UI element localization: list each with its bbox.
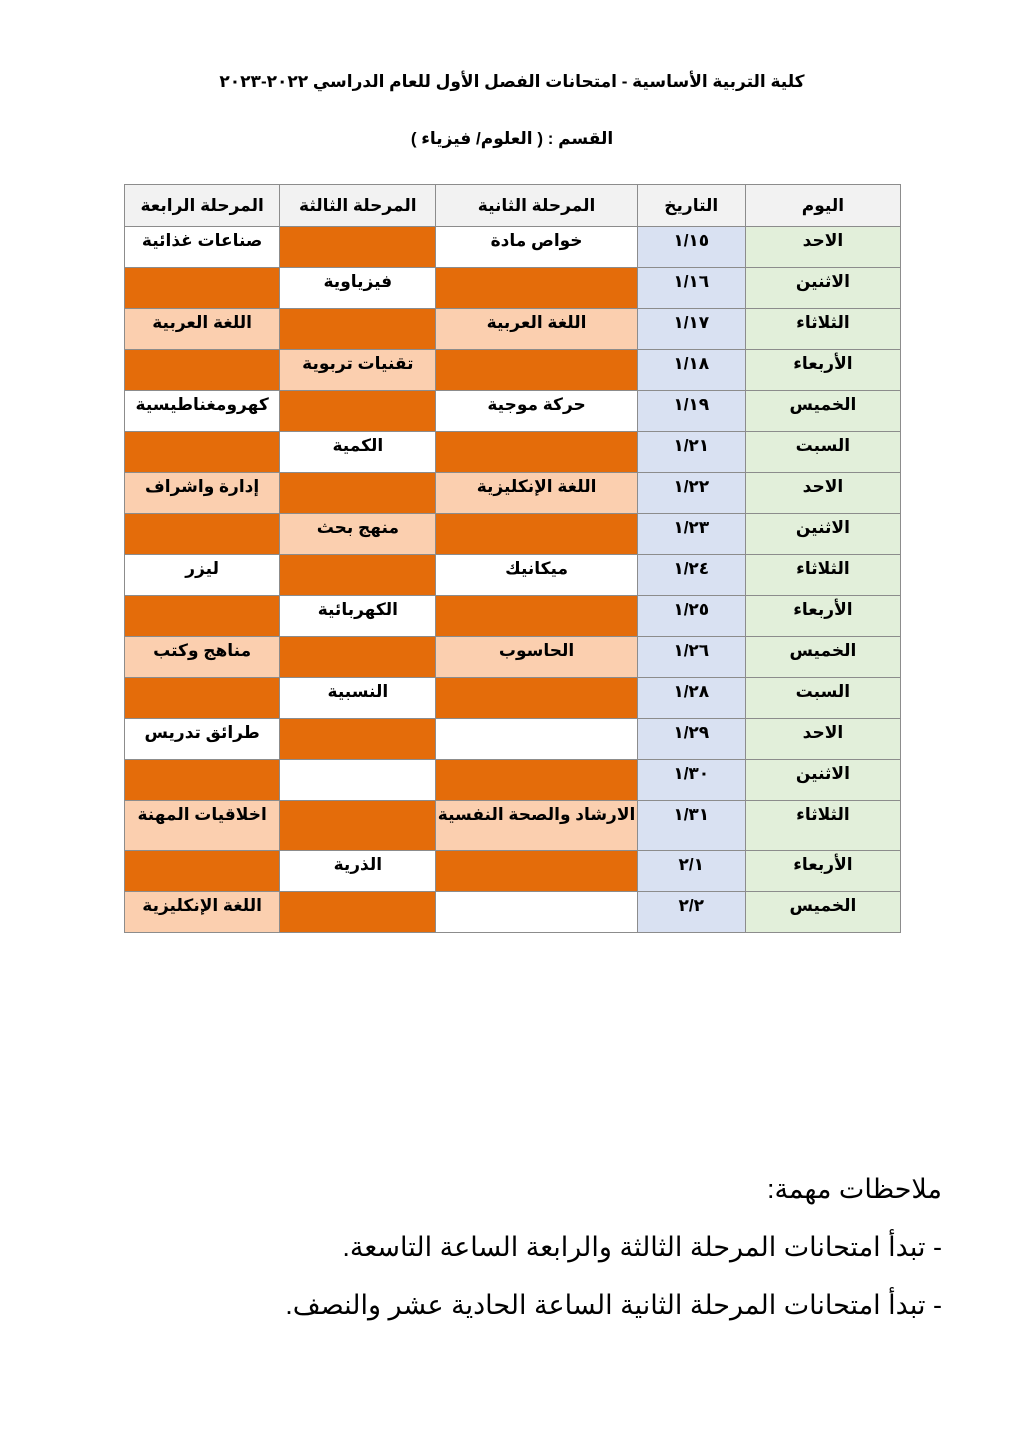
stage-4-cell: مناهج وكتب (125, 637, 280, 678)
stage-2-cell (436, 678, 637, 719)
table-row (125, 596, 901, 637)
stage-4-cell: إدارة واشراف (125, 473, 280, 514)
day-cell: الاثنين (745, 268, 900, 309)
table-row (125, 268, 901, 309)
stage-4-cell: ليزر (125, 555, 280, 596)
stage-3-cell: الكمية (280, 432, 436, 473)
day-cell: الثلاثاء (745, 309, 900, 350)
table-row (125, 892, 901, 933)
day-cell: الأربعاء (745, 851, 900, 892)
header-date: التاريخ (637, 185, 745, 227)
stage-2-cell (436, 851, 637, 892)
date-cell: ١/٣١ (637, 801, 745, 851)
date-cell: ١/١٦ (637, 268, 745, 309)
stage-2-cell (436, 432, 637, 473)
stage-3-cell: منهج بحث (280, 514, 436, 555)
notes-section (242, 1160, 942, 1334)
stage-4-cell (125, 432, 280, 473)
table-row (125, 719, 901, 760)
day-cell: الاحد (745, 719, 900, 760)
stage-4-cell: اخلاقيات المهنة (125, 801, 280, 851)
stage-3-cell (280, 719, 436, 760)
stage-4-cell (125, 350, 280, 391)
header-stage-2: المرحلة الثانية (436, 185, 637, 227)
stage-3-cell (280, 801, 436, 851)
stage-4-cell (125, 596, 280, 637)
date-cell: ١/٢٥ (637, 596, 745, 637)
table-row (125, 678, 901, 719)
stage-2-cell: اللغة الإنكليزية (436, 473, 637, 514)
day-cell: الاثنين (745, 514, 900, 555)
table-row (125, 760, 901, 801)
date-cell: ١/١٧ (637, 309, 745, 350)
stage-3-cell: الذرية (280, 851, 436, 892)
table-row (125, 851, 901, 892)
department-label: القسم : ( العلوم/ فيزياء ) (410, 129, 614, 148)
notes-heading: ملاحظات مهمة: (766, 1174, 942, 1204)
stage-2-cell (436, 268, 637, 309)
stage-4-cell (125, 678, 280, 719)
stage-2-cell (436, 719, 637, 760)
stage-2-cell (436, 350, 637, 391)
stage-3-cell (280, 391, 436, 432)
stage-3-cell (280, 637, 436, 678)
date-cell: ١/٢٤ (637, 555, 745, 596)
stage-3-cell (280, 227, 436, 268)
stage-4-cell (125, 514, 280, 555)
stage-4-cell: كهرومغناطيسية (125, 391, 280, 432)
day-cell: الأربعاء (745, 350, 900, 391)
stage-3-cell (280, 473, 436, 514)
stage-4-cell (125, 268, 280, 309)
day-cell: الاحد (745, 227, 900, 268)
table-header-row (125, 185, 901, 227)
date-cell: ٢/١ (637, 851, 745, 892)
stage-2-cell: ميكانيك (436, 555, 637, 596)
stage-3-cell (280, 555, 436, 596)
stage-2-cell: اللغة العربية (436, 309, 637, 350)
stage-4-cell: اللغة العربية (125, 309, 280, 350)
header-day: اليوم (745, 185, 900, 227)
day-cell: الثلاثاء (745, 555, 900, 596)
header-stage-3: المرحلة الثالثة (280, 185, 436, 227)
day-cell: الثلاثاء (745, 801, 900, 851)
table-row (125, 514, 901, 555)
table-row (125, 555, 901, 596)
page-title: كلية التربية الأساسية - امتحانات الفصل الأول للعام الدراسي ٢٠٢٢-٢٠٢٣ (219, 72, 805, 91)
day-cell: السبت (745, 678, 900, 719)
stage-4-cell (125, 851, 280, 892)
date-cell: ١/٢٨ (637, 678, 745, 719)
table-row (125, 432, 901, 473)
table-row (125, 350, 901, 391)
stage-3-cell: تقنيات تربوية (280, 350, 436, 391)
stage-3-cell: فيزياوية (280, 268, 436, 309)
day-cell: الخميس (745, 892, 900, 933)
stage-2-cell: الحاسوب (436, 637, 637, 678)
date-cell: ١/٢٣ (637, 514, 745, 555)
stage-2-cell (436, 514, 637, 555)
date-cell: ١/٣٠ (637, 760, 745, 801)
date-cell: ١/١٨ (637, 350, 745, 391)
exam-schedule-table (124, 184, 901, 933)
table-row (125, 801, 901, 851)
date-cell: ٢/٢ (637, 892, 745, 933)
day-cell: الخميس (745, 391, 900, 432)
stage-3-cell: الكهربائية (280, 596, 436, 637)
stage-3-cell: النسبية (280, 678, 436, 719)
table-row (125, 227, 901, 268)
stage-2-cell: خواص مادة (436, 227, 637, 268)
date-cell: ١/٢٦ (637, 637, 745, 678)
day-cell: الاحد (745, 473, 900, 514)
table-row (125, 473, 901, 514)
stage-2-cell: الارشاد والصحة النفسية (436, 801, 637, 851)
stage-4-cell (125, 760, 280, 801)
stage-3-cell (280, 892, 436, 933)
date-cell: ١/٢٩ (637, 719, 745, 760)
stage-4-cell: اللغة الإنكليزية (125, 892, 280, 933)
table-body (125, 227, 901, 933)
stage-4-cell: طرائق تدريس (125, 719, 280, 760)
table-row (125, 391, 901, 432)
date-cell: ١/١٩ (637, 391, 745, 432)
stage-2-cell (436, 596, 637, 637)
date-cell: ١/١٥ (637, 227, 745, 268)
day-cell: السبت (745, 432, 900, 473)
date-cell: ١/٢١ (637, 432, 745, 473)
day-cell: الخميس (745, 637, 900, 678)
stage-2-cell (436, 892, 637, 933)
note-item: - تبدأ امتحانات المرحلة الثالثة والرابعة الساعة التاسعة. (342, 1232, 942, 1262)
day-cell: الأربعاء (745, 596, 900, 637)
table-row (125, 309, 901, 350)
table-row (125, 637, 901, 678)
stage-3-cell (280, 309, 436, 350)
date-cell: ١/٢٢ (637, 473, 745, 514)
stage-4-cell: صناعات غذائية (125, 227, 280, 268)
note-item: - تبدأ امتحانات المرحلة الثانية الساعة الحادية عشر والنصف. (285, 1290, 942, 1320)
header-stage-4: المرحلة الرابعة (125, 185, 280, 227)
stage-3-cell (280, 760, 436, 801)
stage-2-cell: حركة موجية (436, 391, 637, 432)
day-cell: الاثنين (745, 760, 900, 801)
stage-2-cell (436, 760, 637, 801)
